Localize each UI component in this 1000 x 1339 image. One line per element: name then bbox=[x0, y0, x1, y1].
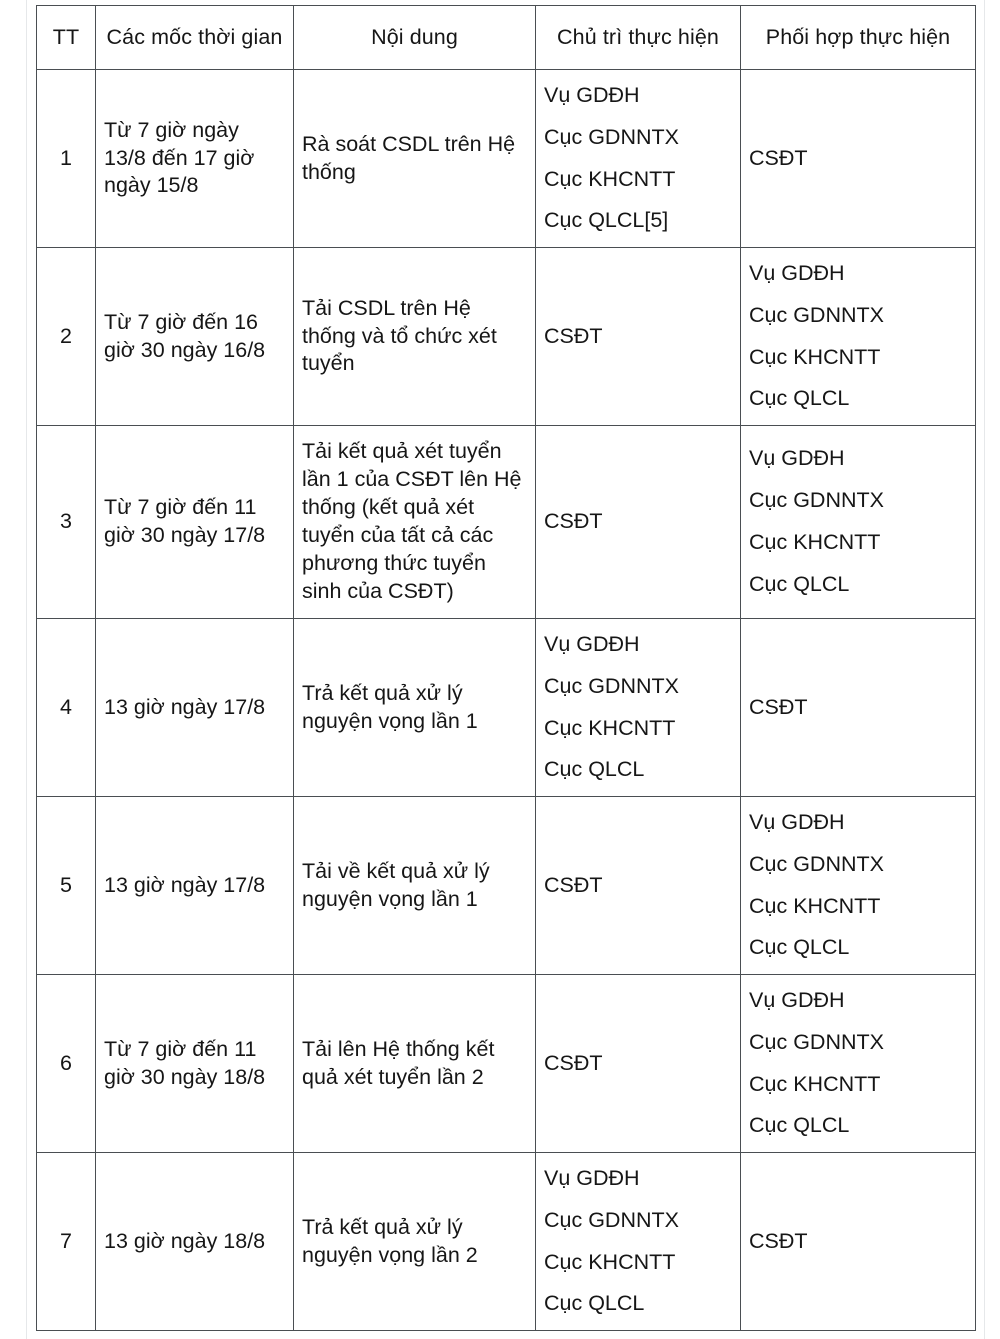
row-index-cell: 7 bbox=[37, 1153, 96, 1331]
column-header-lead: Chủ trì thực hiện bbox=[536, 6, 741, 70]
agency-name: Cục QLCL bbox=[544, 757, 645, 782]
agency-list bbox=[544, 872, 732, 900]
table-header bbox=[37, 6, 976, 70]
agency-name: Cục QLCL bbox=[749, 571, 850, 596]
agency-name: Vụ GDĐH bbox=[749, 809, 845, 834]
row-index-cell: 2 bbox=[37, 248, 96, 426]
row-content-cell: Tải lên Hệ thống kết quả xét tuyển lần 2 bbox=[294, 975, 536, 1153]
agency-name: Cục QLCL bbox=[749, 386, 850, 411]
column-header-content: Nội dung bbox=[294, 6, 536, 70]
row-content-cell: Tải CSDL trên Hệ thống và tổ chức xét tuyển bbox=[294, 248, 536, 426]
row-lead-cell bbox=[536, 1153, 741, 1331]
agency-name: Vụ GDĐH bbox=[749, 446, 845, 471]
column-header-tt: TT bbox=[37, 6, 96, 70]
page-gutter-right-rule bbox=[984, 0, 985, 1339]
agency-name: Vụ GDĐH bbox=[749, 260, 845, 285]
column-header-time: Các mốc thời gian bbox=[96, 6, 294, 70]
column-header-coop: Phối hợp thực hiện bbox=[741, 6, 976, 70]
page-gutter-left-rule bbox=[26, 0, 27, 1339]
agency-name: Cục KHCNTT bbox=[749, 530, 881, 554]
agency-name: CSĐT bbox=[544, 872, 603, 897]
table-row bbox=[37, 1153, 976, 1331]
table-row bbox=[37, 619, 976, 797]
agency-list bbox=[749, 802, 967, 970]
row-lead-cell bbox=[536, 619, 741, 797]
row-content-cell: Trả kết quả xử lý nguyện vọng lần 1 bbox=[294, 619, 536, 797]
agency-name: CSĐT bbox=[749, 145, 808, 170]
agency-list bbox=[544, 1050, 732, 1078]
agency-name: Cục QLCL bbox=[749, 935, 850, 960]
agency-name: Cục KHCNTT bbox=[749, 893, 881, 918]
agency-name: Vụ GDĐH bbox=[544, 631, 640, 656]
row-time-cell: Từ 7 giờ ngày 13/8 đến 17 giờ ngày 15/8 bbox=[96, 70, 294, 248]
agency-list bbox=[749, 253, 967, 421]
agency-name: Cục GDNNTX bbox=[749, 1029, 884, 1054]
agency-name: CSĐT bbox=[544, 323, 603, 348]
agency-list bbox=[749, 980, 967, 1148]
agency-name: Cục KHCNTT bbox=[544, 166, 676, 191]
row-coop-cell bbox=[741, 70, 976, 248]
row-index-cell: 5 bbox=[37, 797, 96, 975]
agency-name: Cục GDNNTX bbox=[544, 1207, 679, 1232]
row-index-cell: 3 bbox=[37, 426, 96, 619]
table-row bbox=[37, 248, 976, 426]
row-coop-cell bbox=[741, 619, 976, 797]
agency-name: Vụ GDĐH bbox=[544, 82, 640, 107]
agency-name: Cục QLCL bbox=[544, 1291, 645, 1316]
row-index-cell: 1 bbox=[37, 70, 96, 248]
row-index-cell: 6 bbox=[37, 975, 96, 1153]
agency-name: Cục QLCL bbox=[749, 1113, 850, 1138]
agency-list bbox=[544, 624, 732, 792]
agency-name: Cục GDNNTX bbox=[749, 851, 884, 876]
table-body bbox=[37, 70, 976, 1331]
row-lead-cell bbox=[536, 426, 741, 619]
agency-list bbox=[544, 75, 732, 243]
agency-name: Vụ GDĐH bbox=[544, 1165, 640, 1190]
admission-schedule-table bbox=[36, 5, 976, 1331]
table-row bbox=[37, 426, 976, 619]
row-content-cell: Trả kết quả xử lý nguyện vọng lần 2 bbox=[294, 1153, 536, 1331]
table-row bbox=[37, 797, 976, 975]
row-coop-cell bbox=[741, 1153, 976, 1331]
agency-name: Cục GDNNTX bbox=[544, 673, 679, 698]
row-content-cell: Rà soát CSDL trên Hệ thống bbox=[294, 70, 536, 248]
row-content-cell: Tải về kết quả xử lý nguyện vọng lần 1 bbox=[294, 797, 536, 975]
row-coop-cell bbox=[741, 426, 976, 619]
agency-name: CSĐT bbox=[749, 694, 808, 719]
agency-name: Cục GDNNTX bbox=[749, 488, 884, 513]
row-time-cell: Từ 7 giờ đến 11 giờ 30 ngày 17/8 bbox=[96, 426, 294, 619]
row-content-cell: Tải kết quả xét tuyển lần 1 của CSĐT lên Hệ thống (kết quả xét tuyển của tất cả các phương thức tuyển sinh của CSĐT) bbox=[294, 426, 536, 619]
row-lead-cell bbox=[536, 797, 741, 975]
row-lead-cell bbox=[536, 975, 741, 1153]
row-index-cell: 4 bbox=[37, 619, 96, 797]
agency-name: Cục KHCNTT bbox=[749, 1071, 881, 1096]
row-coop-cell bbox=[741, 248, 976, 426]
agency-list bbox=[544, 1158, 732, 1326]
table-row bbox=[37, 70, 976, 248]
row-time-cell: Từ 7 giờ đến 16 giờ 30 ngày 16/8 bbox=[96, 248, 294, 426]
agency-list bbox=[749, 438, 967, 606]
agency-list bbox=[749, 1228, 967, 1256]
row-time-cell: 13 giờ ngày 17/8 bbox=[96, 619, 294, 797]
agency-name: Cục QLCL[5] bbox=[544, 208, 669, 233]
agency-name: CSĐT bbox=[749, 1228, 808, 1253]
agency-list bbox=[544, 508, 732, 536]
row-lead-cell bbox=[536, 248, 741, 426]
agency-name: Cục KHCNTT bbox=[544, 715, 676, 740]
row-time-cell: Từ 7 giờ đến 11 giờ 30 ngày 18/8 bbox=[96, 975, 294, 1153]
table-header-row bbox=[37, 6, 976, 70]
row-time-cell: 13 giờ ngày 17/8 bbox=[96, 797, 294, 975]
agency-name: Cục KHCNTT bbox=[749, 344, 881, 369]
agency-name: Cục GDNNTX bbox=[544, 124, 679, 149]
agency-name: Cục GDNNTX bbox=[749, 302, 884, 327]
row-coop-cell bbox=[741, 797, 976, 975]
row-time-cell: 13 giờ ngày 18/8 bbox=[96, 1153, 294, 1331]
agency-list bbox=[749, 694, 967, 722]
agency-name: CSĐT bbox=[544, 509, 603, 534]
agency-list bbox=[544, 323, 732, 351]
table-row bbox=[37, 975, 976, 1153]
row-coop-cell bbox=[741, 975, 976, 1153]
agency-name: Vụ GDĐH bbox=[749, 987, 845, 1012]
schedule-table-container bbox=[36, 5, 975, 1331]
agency-list bbox=[749, 145, 967, 173]
agency-name: Cục KHCNTT bbox=[544, 1249, 676, 1274]
row-lead-cell bbox=[536, 70, 741, 248]
agency-name: CSĐT bbox=[544, 1050, 603, 1075]
